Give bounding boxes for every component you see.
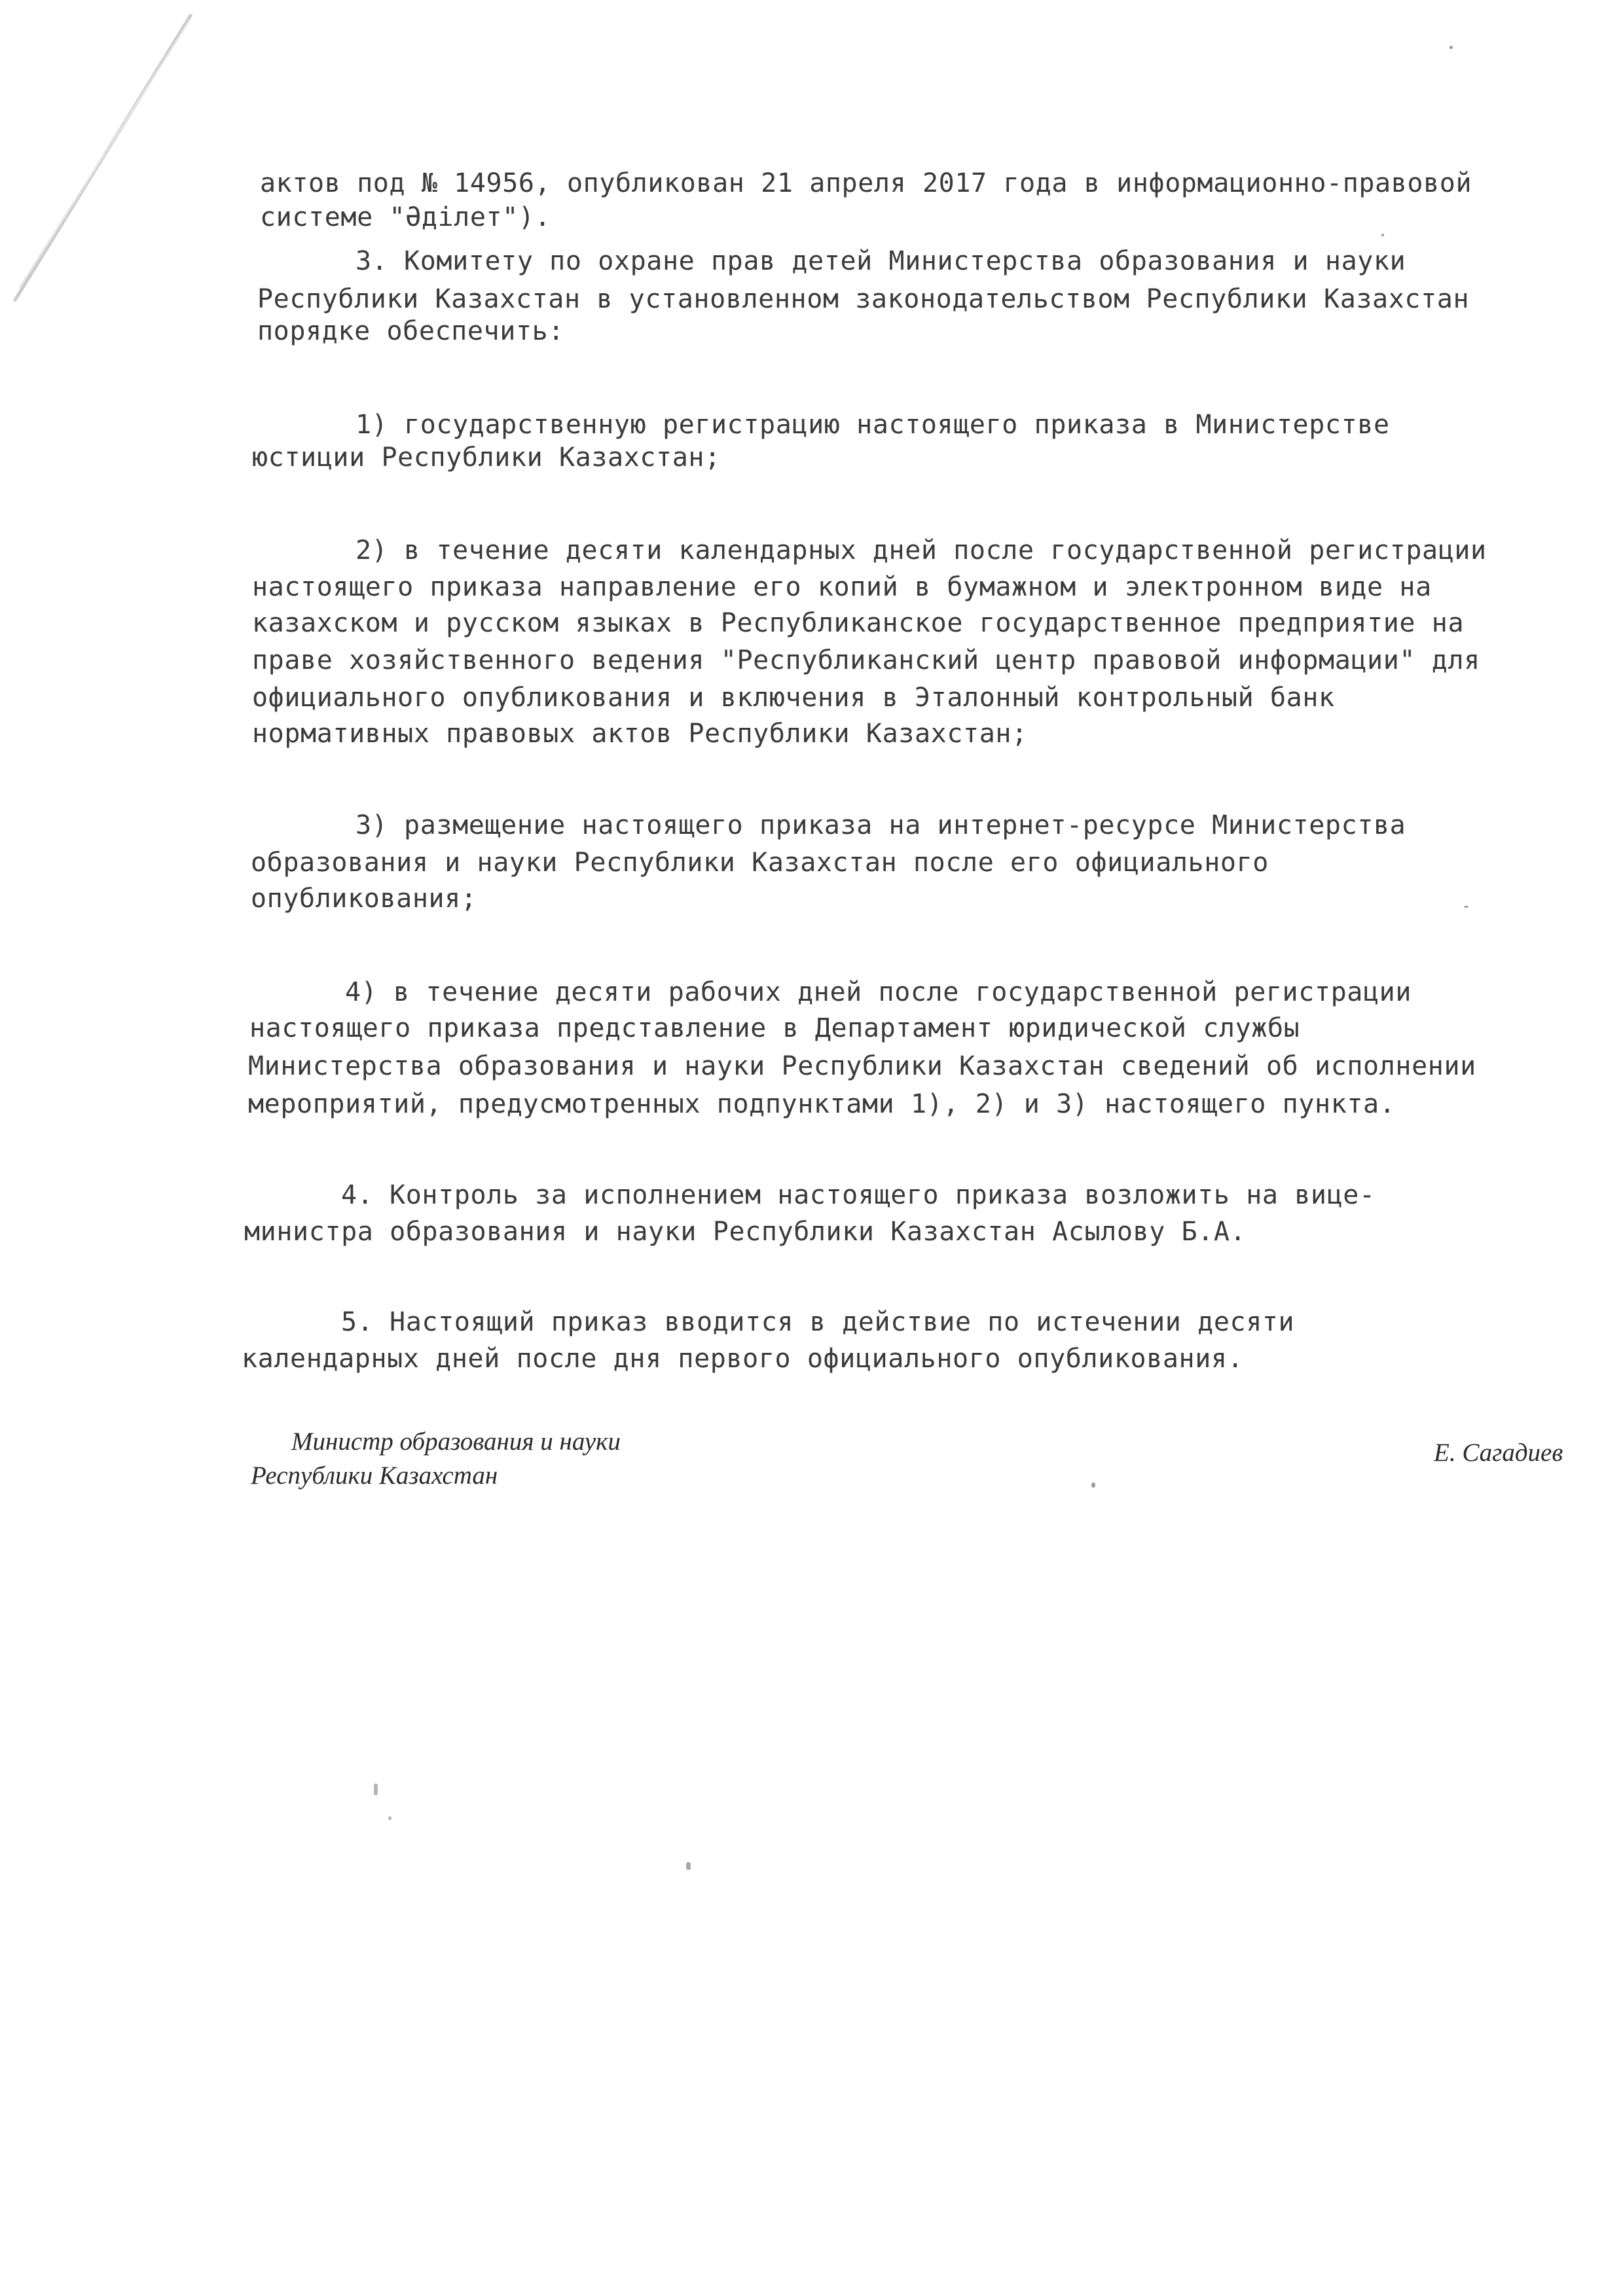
paragraph-line: настоящего приказа представление в Департамент юридической службы [249,1013,1300,1043]
scan-speck [1091,1482,1095,1488]
paragraph-line: мероприятий, предусмотренных подпунктами 1), 2) и 3) настоящего пункта. [248,1089,1396,1119]
scan-speck [1450,46,1453,49]
paragraph-line: Министерства образования и науки Республики Казахстан сведений об исполнении [248,1051,1476,1081]
paragraph-line: 3) размещение настоящего приказа на интернет-ресурсе Министерства [356,810,1406,840]
paragraph-line: порядке обеспечить: [257,316,564,346]
paragraph-line: нормативных правовых актов Республики Казахстан; [252,719,1028,749]
scan-speck [1464,906,1468,908]
paragraph-line: образования и науки Республики Казахстан после его официального [251,848,1269,878]
paragraph-line: системе "Әділет"). [260,202,551,232]
signature-name: Е. Сагадиев [1434,1439,1563,1467]
paragraph-line: 3. Комитету по охране прав детей Министерства образования и науки [356,246,1406,276]
paragraph-line: 1) государственную регистрацию настоящего приказа в Министерстве [356,410,1390,440]
paragraph-line: актов под № 14956, опубликован 21 апреля 2017 года в информационно-правовой [260,168,1472,198]
scan-speck [374,1784,378,1795]
paragraph-line: опубликования; [251,884,477,914]
paragraph-line: настоящего приказа направление его копий в бумажном и электронном виде на [252,572,1432,602]
paragraph-line: казахском и русском языках в Республиканское государственное предприятие на [252,608,1465,638]
paragraph-line: Республики Казахстан в установленном законодательством Республики Казахстан [257,284,1470,314]
paragraph-line: 2) в течение десяти календарных дней после государственной регистрации [356,535,1487,565]
signature-title-line: Министр образования и науки [291,1427,621,1456]
scan-speck [686,1862,691,1870]
paragraph-line: 5. Настоящий приказ вводится в действие по истечении десяти [341,1307,1295,1337]
scan-speck [1381,234,1384,236]
scan-speck [388,1816,392,1820]
paragraph-line: юстиции Республики Казахстан; [252,442,721,473]
signature-title-line: Республики Казахстан [251,1462,498,1490]
paragraph-line: праве хозяйственного ведения "Республиканский центр правовой информации" для [252,645,1480,675]
scan-corner-fold [0,0,210,314]
paragraph-line: министра образования и науки Республики Казахстан Асылову Б.А. [244,1217,1247,1247]
paragraph-line: официального опубликования и включения в Эталонный контрольный банк [252,683,1335,713]
paragraph-line: календарных дней после дня первого официального опубликования. [242,1344,1244,1374]
paragraph-line: 4) в течение десяти рабочих дней после государственной регистрации [345,977,1412,1007]
paragraph-line: 4. Контроль за исполнением настоящего приказа возложить на вице- [341,1180,1376,1210]
